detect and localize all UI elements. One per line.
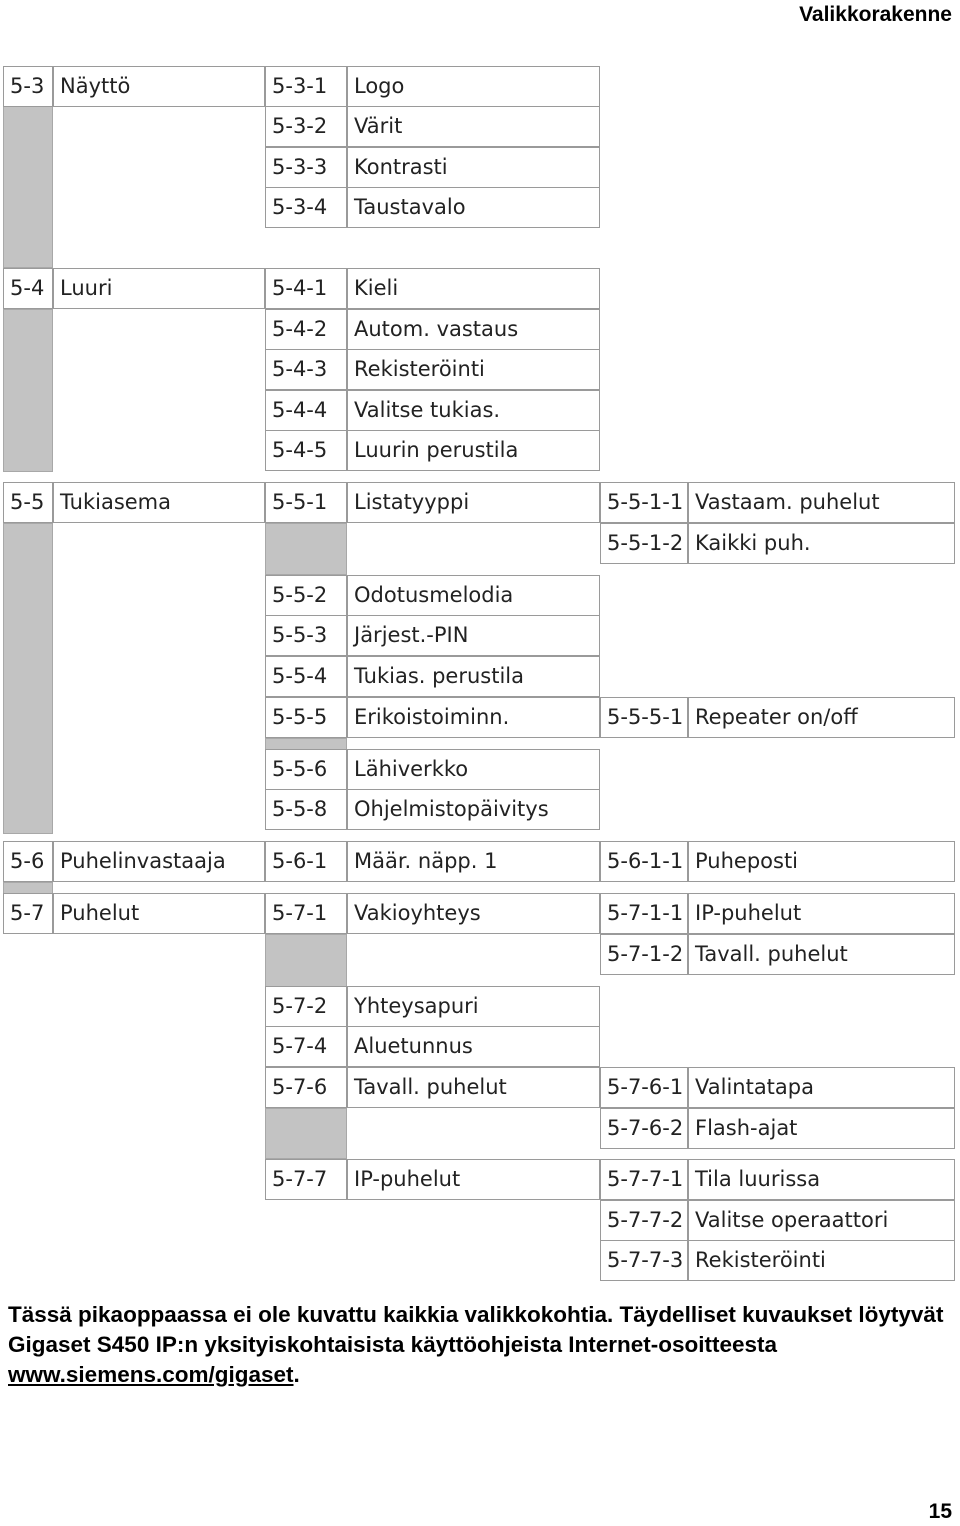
menu-item-label[interactable]: IP-puhelut [688, 893, 955, 934]
menu-item-label[interactable]: Tukiasema [53, 482, 265, 523]
menu-code-cell: 5-5-2 [265, 575, 347, 616]
menu-code-cell: 5-4-4 [265, 390, 347, 431]
menu-code-cell: 5-6-1 [265, 841, 347, 882]
footnote-end: . [293, 1362, 300, 1387]
footnote-text: Tässä pikaoppaassa ei ole kuvattu kaikkia valikkokohtia. Täydelliset kuvaukset löytyvät Gigaset S450 IP:n yksityiskohtaisista käyttöohjeista Internet-osoitteesta [8, 1302, 944, 1357]
menu-item-label[interactable]: Rekisteröinti [347, 349, 600, 390]
menu-code-cell: 5-5-5-1 [600, 697, 688, 738]
menu-code-cell: 5-7-1 [265, 893, 347, 934]
menu-code-cell: 5-7-7 [265, 1159, 347, 1200]
menu-item-label[interactable]: Aluetunnus [347, 1026, 600, 1067]
menu-item-label[interactable]: Rekisteröinti [688, 1240, 955, 1281]
menu-code-cell: 5-6-1-1 [600, 841, 688, 882]
gray-indent-block [3, 106, 53, 268]
menu-item-label[interactable]: Autom. vastaus [347, 309, 600, 350]
menu-code-cell: 5-7-1-2 [600, 934, 688, 975]
page-number: 15 [928, 1500, 952, 1523]
menu-code-cell: 5-7-1-1 [600, 893, 688, 934]
menu-item-label[interactable]: Järjest.-PIN [347, 615, 600, 656]
menu-item-label[interactable]: Tavall. puhelut [688, 934, 955, 975]
menu-code-cell: 5-5-3 [265, 615, 347, 656]
website-link[interactable]: www.siemens.com/gigaset [8, 1362, 294, 1387]
menu-code-cell: 5-7-7-2 [600, 1200, 688, 1241]
menu-item-label[interactable]: Vastaam. puhelut [688, 482, 955, 523]
menu-code-cell: 5-6 [3, 841, 53, 882]
menu-item-label[interactable]: Puhelinvastaaja [53, 841, 265, 882]
menu-item-label[interactable]: Kieli [347, 268, 600, 309]
menu-item-label[interactable]: Värit [347, 106, 600, 147]
menu-code-cell: 5-7-7-3 [600, 1240, 688, 1281]
menu-code-cell: 5-7-2 [265, 986, 347, 1027]
gray-indent-block [3, 523, 53, 834]
menu-item-label[interactable]: Listatyyppi [347, 482, 600, 523]
footnote-paragraph [8, 1300, 952, 1390]
menu-code-cell: 5-3-4 [265, 187, 347, 228]
menu-code-cell: 5-3-2 [265, 106, 347, 147]
menu-code-cell: 5-5-1 [265, 482, 347, 523]
menu-item-label[interactable]: Tukias. perustila [347, 656, 600, 697]
menu-code-cell: 5-5-5 [265, 697, 347, 738]
page-header-title: Valikkorakenne [799, 3, 952, 26]
menu-item-label[interactable]: Valintatapa [688, 1067, 955, 1108]
menu-item-label[interactable]: Luurin perustila [347, 430, 600, 471]
menu-code-cell: 5-4 [3, 268, 53, 309]
menu-code-cell: 5-4-1 [265, 268, 347, 309]
menu-code-cell: 5-5 [3, 482, 53, 523]
menu-code-cell: 5-5-8 [265, 789, 347, 830]
gray-indent-block [3, 309, 53, 472]
menu-code-cell: 5-7-4 [265, 1026, 347, 1067]
menu-code-cell: 5-7 [3, 893, 53, 934]
gray-indent-block [265, 1108, 347, 1159]
menu-item-label[interactable]: Valitse tukias. [347, 390, 600, 431]
menu-item-label[interactable]: Ohjelmistopäivitys [347, 789, 600, 830]
menu-code-cell: 5-7-7-1 [600, 1159, 688, 1200]
menu-code-cell: 5-4-5 [265, 430, 347, 471]
menu-code-cell: 5-3-1 [265, 66, 347, 107]
gray-indent-block [265, 934, 347, 987]
menu-item-label[interactable]: Yhteysapuri [347, 986, 600, 1027]
menu-code-cell: 5-5-1-2 [600, 523, 688, 564]
menu-item-label[interactable]: Vakioyhteys [347, 893, 600, 934]
menu-item-label[interactable]: Kontrasti [347, 147, 600, 188]
menu-code-cell: 5-3-3 [265, 147, 347, 188]
menu-item-label[interactable]: Tavall. puhelut [347, 1067, 600, 1108]
menu-item-label[interactable]: Määr. näpp. 1 [347, 841, 600, 882]
menu-item-label[interactable]: Puheposti [688, 841, 955, 882]
menu-code-cell: 5-3 [3, 66, 53, 107]
menu-item-label[interactable]: Repeater on/off [688, 697, 955, 738]
menu-item-label[interactable]: Puhelut [53, 893, 265, 934]
menu-item-label[interactable]: Kaikki puh. [688, 523, 955, 564]
menu-item-label[interactable]: IP-puhelut [347, 1159, 600, 1200]
menu-code-cell: 5-5-6 [265, 749, 347, 790]
menu-item-label[interactable]: Logo [347, 66, 600, 107]
menu-code-cell: 5-4-3 [265, 349, 347, 390]
menu-code-cell: 5-7-6 [265, 1067, 347, 1108]
menu-code-cell: 5-5-4 [265, 656, 347, 697]
menu-item-label[interactable]: Valitse operaattori [688, 1200, 955, 1241]
menu-code-cell: 5-7-6-1 [600, 1067, 688, 1108]
menu-item-label[interactable]: Erikoistoiminn. [347, 697, 600, 738]
menu-code-cell: 5-5-1-1 [600, 482, 688, 523]
menu-item-label[interactable]: Näyttö [53, 66, 265, 107]
menu-item-label[interactable]: Lähiverkko [347, 749, 600, 790]
menu-item-label[interactable]: Tila luurissa [688, 1159, 955, 1200]
menu-code-cell: 5-7-6-2 [600, 1108, 688, 1149]
menu-item-label[interactable]: Luuri [53, 268, 265, 309]
menu-item-label[interactable]: Odotusmelodia [347, 575, 600, 616]
menu-code-cell: 5-4-2 [265, 309, 347, 350]
gray-indent-block [265, 523, 347, 575]
menu-item-label[interactable]: Taustavalo [347, 187, 600, 228]
menu-item-label[interactable]: Flash-ajat [688, 1108, 955, 1149]
